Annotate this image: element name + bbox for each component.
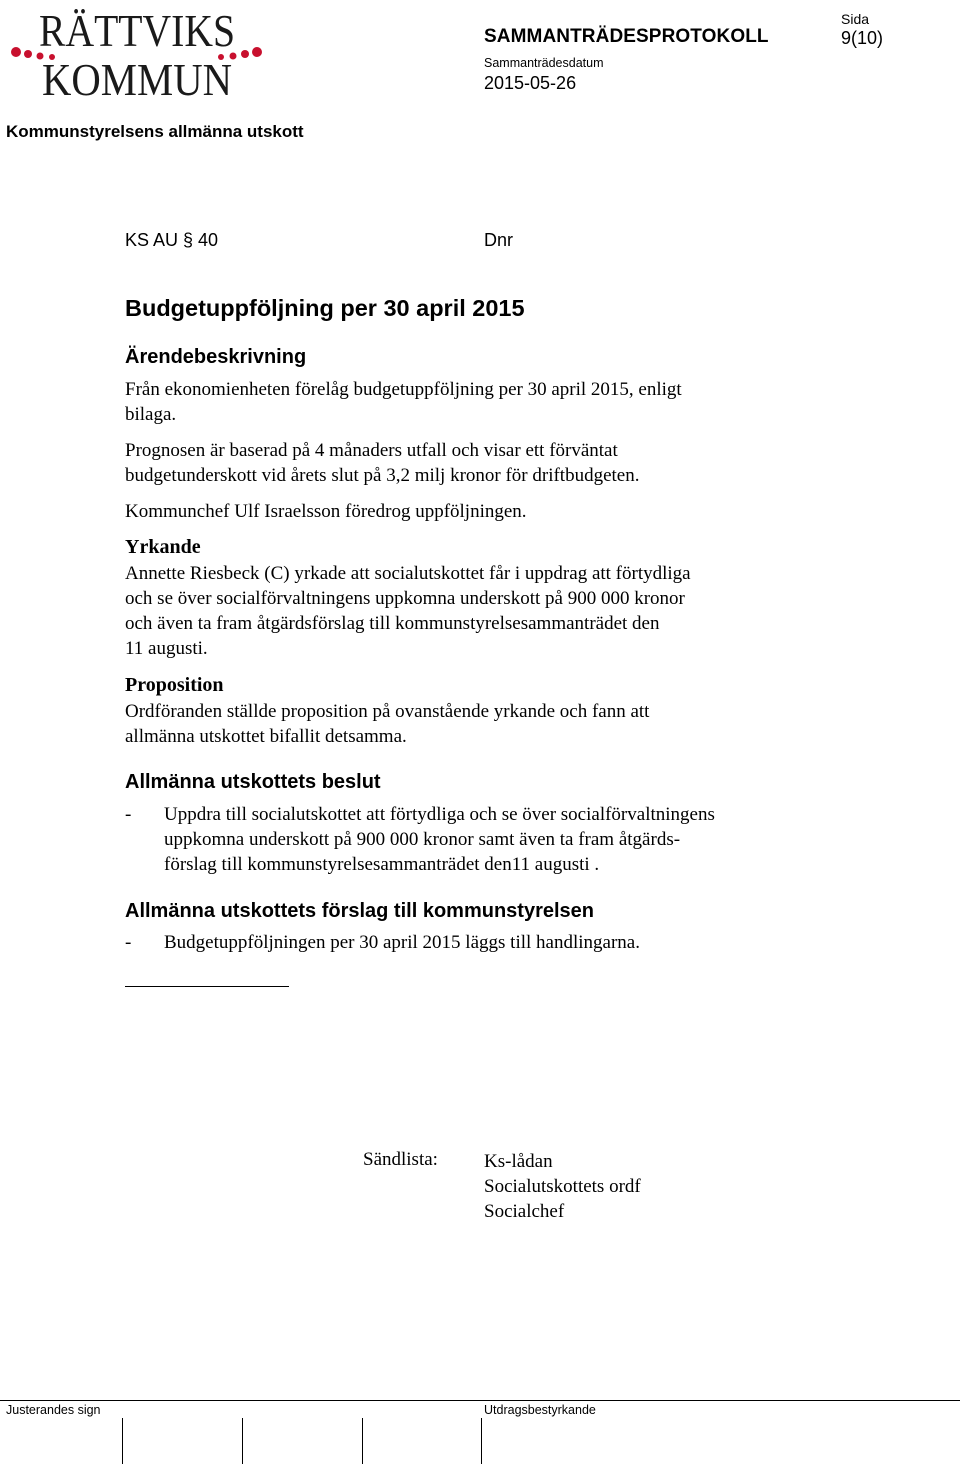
motion-paragraph [125,561,825,661]
section-end-rule [125,986,289,987]
text-line: Budgetuppföljningen per 30 april 2015 läggs till handlingarna. [164,932,640,953]
proposal-item [125,930,845,955]
signature-box-divider [122,1418,123,1464]
decision-text [164,802,844,877]
text-line: 11 augusti. [125,638,208,659]
text-line: och se över socialförvaltningens uppkomna underskott på 900 000 kronor [125,588,685,609]
list-item: Ks-lådan [484,1151,553,1172]
text-line: Ordföranden ställde proposition på ovanstående yrkande och fann att [125,701,650,722]
description-paragraph-1 [125,377,825,427]
text-line: Från ekonomienheten förelåg budgetuppföljning per 30 april 2015, enligt [125,379,682,400]
text-line: och även ta fram åtgärdsförslag till kommunstyrelsesammanträdet den [125,613,660,634]
meeting-date: 2015-05-26 [484,73,577,93]
signature-box-divider [481,1418,482,1464]
text-line: förslag till kommunstyrelsesammanträdet den11 augusti . [164,854,600,875]
decision-item [125,802,845,877]
proposition-heading: Proposition [125,674,224,696]
logo-text-rattviks: RÄTTVIKS [39,5,235,56]
text-line: Prognosen är baserad på 4 månaders utfall och visar ett förväntat [125,440,618,461]
bullet-dash: - [125,932,132,953]
organ-name: Kommunstyrelsens allmänna utskott [6,122,304,141]
case-number: KS AU § 40 [125,230,219,250]
footer-rule [0,1400,960,1401]
text-line: Uppdra till socialutskottet att förtydliga och se över socialförvaltningens [164,804,715,825]
motion-heading: Yrkande [125,536,201,558]
description-paragraph-2 [125,438,825,488]
text-line: budgetunderskott vid årets slut på 3,2 milj kronor för driftbudgeten. [125,465,640,486]
case-title: Budgetuppföljning per 30 april 2015 [125,295,525,321]
text-line: bilaga. [125,404,177,425]
logo-text-kommun: KOMMUN [42,54,232,100]
distribution-list [484,1149,641,1224]
list-item: Socialutskottets ordf [484,1176,641,1197]
bullet-dash: - [125,804,132,825]
page-number: 9(10) [841,28,884,48]
signature-box-divider [362,1418,363,1464]
signature-label: Justerandes sign [6,1403,101,1417]
decision-heading: Allmänna utskottets beslut [125,771,381,793]
proposal-heading: Allmänna utskottets förslag till kommunstyrelsen [125,900,594,922]
proposition-paragraph [125,699,825,749]
signature-box-divider [242,1418,243,1464]
distribution-label: Sändlista: [363,1149,438,1170]
description-paragraph-3 [125,499,825,524]
dnr-label: Dnr [484,230,514,250]
text-line: allmänna utskottet bifallit detsamma. [125,726,407,747]
list-item: Socialchef [484,1201,565,1222]
meeting-date-label: Sammanträdesdatum [484,56,604,70]
rattviks-kommun-logo [6,4,268,100]
text-line: Annette Riesbeck (C) yrkade att socialutskottet får i uppdrag att förtydliga [125,563,691,584]
extract-certification-label: Utdragsbestyrkande [484,1403,596,1417]
text-line: Kommunchef Ulf Israelsson föredrog uppföljningen. [125,501,527,522]
text-line: uppkomna underskott på 900 000 kronor samt även ta fram åtgärds- [164,829,681,850]
proposal-text [164,930,844,955]
protocol-title: SAMMANTRÄDESPROTOKOLL [484,26,769,47]
description-heading: Ärendebeskrivning [125,346,307,368]
page-label: Sida [841,11,870,27]
